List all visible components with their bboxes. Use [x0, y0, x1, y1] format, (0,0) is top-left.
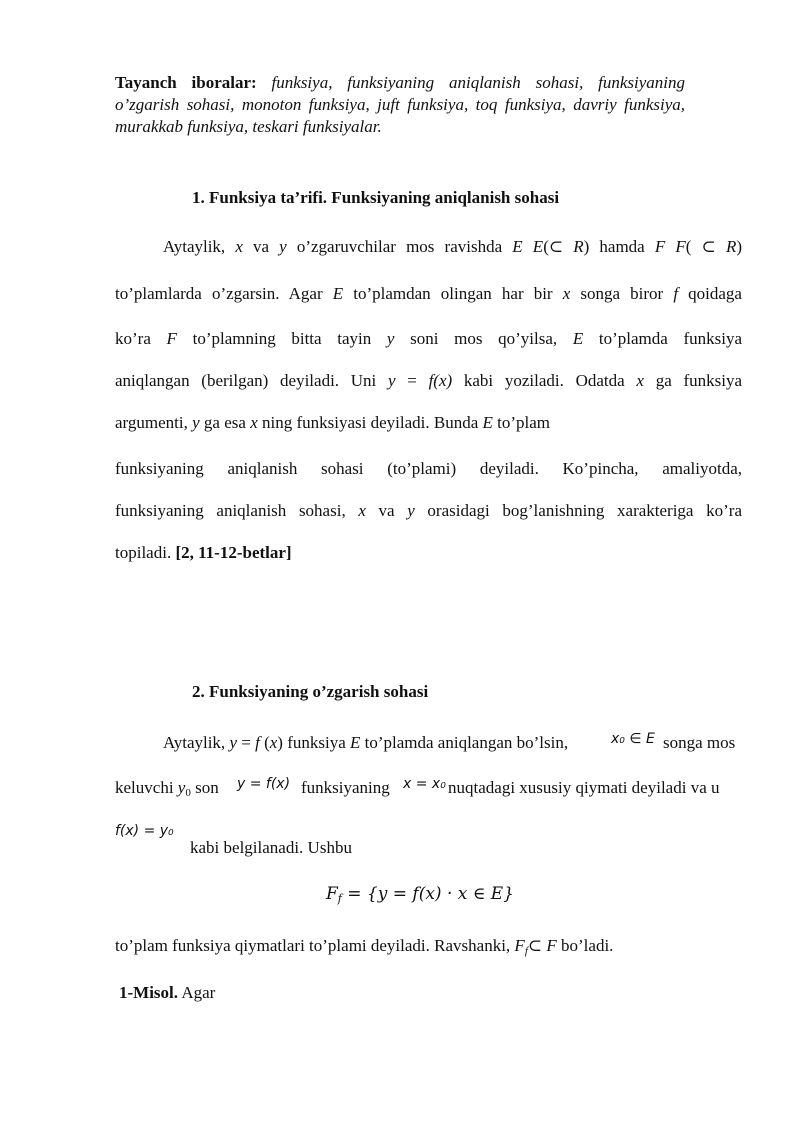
example-label: 1-Misol.: [119, 983, 179, 1002]
section1-line: ko’ra F to’plamning bitta tayin y soni mos qo’yilsa, E to’plamda funksiya: [115, 329, 742, 348]
example-text: Agar: [181, 983, 216, 1002]
keywords-paragraph: [115, 72, 685, 138]
section2-line2-a: keluvchi $y_0$ son: [115, 778, 219, 799]
section1-heading: 1. Funksiya ta’rifi. Funksiyaning aniqlanish sohasi: [192, 188, 560, 207]
section2-line1-end: songa mos: [663, 733, 736, 752]
section1-line: funksiyaning aniqlanish sohasi (to’plami) deyiladi. Ko’pincha, amaliyotda,: [115, 459, 742, 478]
math-y-eq-fx: y = f(x): [237, 776, 291, 792]
section1-line: to’plamlarda o’zgarsin. Agar E to’plamdan olingan har bir x songa biror f qoidaga: [115, 284, 742, 303]
section2-line1: Aytaylik, y = f (x) funksiya E to’plamda aniqlangan bo’lsin,: [163, 733, 569, 752]
example-1: [119, 983, 215, 1003]
section1-line: topiladi. [2, 11-12-betlar]: [115, 543, 292, 562]
section1-line: argumenti, y ga esa x ning funksiyasi deyiladi. Bunda E to’plam: [115, 413, 551, 432]
section2-line2-c: nuqtadagi xususiy qiymati deyiladi va u: [448, 778, 720, 797]
math-x0-in-E: x₀ ∈ E: [611, 731, 655, 747]
section1-line: Aytaylik, x va y o’zgaruvchilar mos ravishda E E(⊂ R) hamda F F( ⊂ R): [163, 237, 742, 256]
section1-line: funksiyaning aniqlanish sohasi, x va y orasidagi bog’lanishning xarakteriga ko’ra: [115, 501, 742, 520]
math-fx-eq-y0: f(x) = y₀: [115, 823, 174, 839]
section2-line4: to’plam funksiya qiymatlari to’plami deyiladi. Ravshanki, $F_f\subset$ F bo’ladi.: [115, 936, 614, 957]
section2-heading: 2. Funksiyaning o’zgarish sohasi: [192, 682, 429, 701]
section2-line2-b: funksiyaning: [301, 778, 390, 797]
keywords-text: funksiya, funksiyaning aniqlanish sohasi, funksiyaning o’zgarish sohasi, monoton funksiya, juft funksiya, toq funksiya, davriy funksiya, murakkab funksiya, teskari funksiyalar.: [115, 73, 685, 136]
math-x-eq-x0: x = x₀: [403, 776, 446, 792]
keywords-label: Tayanch iboralar:: [115, 73, 257, 92]
section1-line: aniqlangan (berilgan) deyiladi. Uni y = f(x) kabi yoziladi. Odatda x ga funksiya: [115, 371, 742, 390]
section2-line3: kabi belgilanadi. Ushbu: [190, 838, 352, 857]
formula-Ff: $F_f = \{y = f(x) \cdot x$ ∈ E}: [326, 884, 514, 905]
